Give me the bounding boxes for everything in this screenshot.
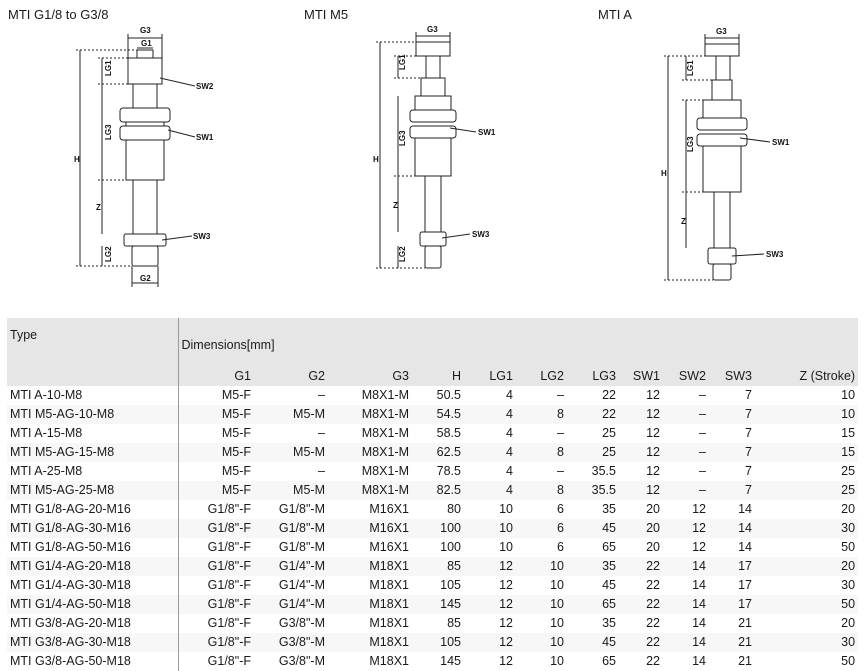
dimension-cell: 14 [738,502,752,516]
svg-text:H: H [373,155,379,164]
type-column-spacer [7,366,178,386]
figure-title-m5: MTI M5 [304,7,349,22]
type-cell: MTI G1/8-AG-50-M16 [10,540,131,554]
figure-title-g: MTI G1/8 to G3/8 [8,7,109,22]
svg-text:SW1: SW1 [772,138,790,147]
dimension-cell: 14 [663,595,709,614]
dimension-cell: – [699,388,706,402]
svg-text:G1: G1 [141,39,152,48]
dimension-cell: – [318,388,325,402]
svg-text:G2: G2 [140,274,151,283]
dimension-cell: M8X1-M [328,405,412,424]
svg-text:H: H [661,169,667,178]
column-header: G2 [254,366,328,386]
dimension-cell: G1/8"-F [178,595,254,614]
table-row [7,633,858,652]
dimension-cell: G1/8"-F [178,557,254,576]
dimension-cell: 58.5 [436,426,461,440]
dimension-cell: 4 [464,481,516,500]
dimensions-table-wrap [7,318,858,671]
dimension-cell: 12 [692,540,706,554]
dimension-cell: 17 [738,578,752,592]
dimension-cell: 21 [738,654,752,668]
dimension-cell: 12 [464,557,516,576]
dimension-cell: 100 [412,519,464,538]
svg-text:SW1: SW1 [196,133,214,142]
dimension-cell: 25 [755,481,858,500]
table-row [7,405,858,424]
dimension-cell: – [663,405,709,424]
dimension-cell: 8 [516,443,567,462]
dimension-cell: M18X1 [328,595,412,614]
svg-text:Z: Z [681,217,686,226]
dimension-cell: G1/8"-F [178,500,254,519]
table-row [7,424,858,443]
dimension-cell: G1/4"-M [278,578,325,592]
dimension-cell: 10 [499,502,513,516]
drawing-a-series [661,27,790,280]
column-header: G3 [328,366,412,386]
dimension-cell: 10 [516,633,567,652]
dimension-cell: 50 [841,540,856,554]
dimension-cell: M5-M [254,443,328,462]
figure-title-a: MTI A [598,7,632,22]
table-row [7,481,858,500]
dimension-cell: 45 [567,633,619,652]
dimension-cell: – [663,481,709,500]
dimension-cell: 25 [567,443,619,462]
dimension-cell: 7 [709,405,755,424]
table-row [7,595,858,614]
dimension-cell: 54.5 [412,405,464,424]
svg-text:H: H [74,155,80,164]
type-cell: MTI A-10-M8 [10,388,83,402]
dimension-cell: M5-F [178,443,254,462]
dimension-cell: M18X1 [328,557,412,576]
column-header: SW1 [619,366,663,386]
column-header: LG2 [516,366,567,386]
svg-text:LG3: LG3 [686,136,695,152]
dimension-cell: G1/8"-F [178,652,254,671]
svg-text:SW3: SW3 [472,230,490,239]
dimension-cell: 21 [738,616,752,630]
dimension-cell: 14 [663,633,709,652]
dimension-cell: M18X1 [369,616,409,630]
dimension-cell: 4 [464,443,516,462]
column-header: G1 [178,366,254,386]
svg-text:LG1: LG1 [686,60,695,76]
dimension-cell: G3/8"-M [254,633,328,652]
table-row [7,538,858,557]
svg-text:SW1: SW1 [478,128,496,137]
dimension-cell: 6 [557,540,564,554]
dimension-cell: 35.5 [567,481,619,500]
dimension-cell: 12 [499,654,513,668]
svg-text:LG1: LG1 [398,54,407,70]
dimension-cell: G1/8"-M [254,519,328,538]
dimension-cell: 105 [440,578,461,592]
dimension-cell: 20 [841,502,856,516]
dimension-cell: 7 [745,388,752,402]
dimension-cell: – [318,426,325,440]
table-row [7,462,858,481]
dimension-cell: G1/8"-M [278,540,325,554]
dimension-cell: 20 [841,616,856,630]
dimensions-header: Dimensions[mm] [178,318,858,366]
type-cell: MTI G3/8-AG-20-M18 [10,616,131,630]
type-cell: MTI G3/8-AG-30-M18 [7,633,178,652]
table-row [7,576,858,595]
drawing-g-series [74,26,214,287]
dimension-cell: – [699,464,706,478]
dimension-cell: 10 [516,557,567,576]
dimension-cell: 22 [646,654,660,668]
dimension-cell: G1/4"-M [254,595,328,614]
dimension-cell: M8X1-M [361,464,409,478]
type-cell: MTI G1/8-AG-20-M16 [10,502,131,516]
dimension-cell: 35 [602,502,616,516]
dimension-cell: G1/8"-F [178,519,254,538]
table-row [7,519,858,538]
table-row [7,557,858,576]
dimension-cell: M8X1-M [328,481,412,500]
dimension-cell: M8X1-M [328,443,412,462]
dimension-cell: 12 [499,578,513,592]
dimension-cell: 14 [663,557,709,576]
dimension-cell: 14 [709,519,755,538]
dimension-cell: 50.5 [436,388,461,402]
dimension-cell: 30 [755,519,858,538]
dimension-cell: 7 [709,481,755,500]
type-cell: MTI G3/8-AG-50-M18 [10,654,131,668]
column-header: LG1 [464,366,516,386]
dimension-cell: – [318,464,325,478]
dimension-cell: 7 [709,443,755,462]
type-cell: MTI G1/4-AG-20-M18 [7,557,178,576]
dimension-cell: M18X1 [328,633,412,652]
dimension-cell: 17 [709,595,755,614]
dimension-cell: 6 [516,519,567,538]
table-row [7,386,858,405]
dimension-cell: M5-F [178,424,254,443]
dimension-cell: 35 [567,557,619,576]
dimension-cell: 50 [755,595,858,614]
dimension-cell: 14 [692,616,706,630]
dimension-cell: 22 [619,595,663,614]
dimension-cell: G3/8"-M [278,654,325,668]
dimension-cell: G1/8"-M [278,502,325,516]
dimension-cell: 10 [755,405,858,424]
dimension-cell: – [663,443,709,462]
dimension-cell: 22 [567,405,619,424]
column-header: SW2 [663,366,709,386]
dimension-cell: 10 [550,616,564,630]
type-cell: MTI G1/4-AG-30-M18 [10,578,131,592]
dimension-cell: 14 [738,540,752,554]
dimension-cell: M8X1-M [361,388,409,402]
type-cell: MTI A-15-M8 [10,426,83,440]
column-header: Z (Stroke) [755,366,858,386]
svg-text:G3: G3 [716,27,727,36]
column-header: H [412,366,464,386]
dimension-cell: 80 [447,502,461,516]
dimension-cell: 10 [464,519,516,538]
dimension-cell: 10 [516,595,567,614]
dimension-cell: 45 [567,519,619,538]
dimension-cell: 12 [646,426,660,440]
dimension-cell: 82.5 [412,481,464,500]
dimension-cell: 20 [755,557,858,576]
dimension-cell: G1/8"-F [178,614,254,633]
dimension-cell: 15 [841,426,856,440]
drawing-m5-series [373,25,496,268]
svg-text:SW3: SW3 [193,232,211,241]
dimension-cell: M18X1 [369,578,409,592]
svg-text:LG2: LG2 [104,246,113,262]
svg-text:G3: G3 [140,26,151,35]
dimension-cell: M5-F [178,481,254,500]
type-header: Type [7,318,178,366]
dimension-cell: 15 [755,443,858,462]
dimension-cell: 4 [506,426,513,440]
svg-text:Z: Z [393,201,398,210]
dimension-cell: 22 [602,388,616,402]
dimension-cell: 10 [550,654,564,668]
dimension-cell: M5-F [178,462,254,481]
dimension-cell: G1/8"-F [178,538,254,557]
dimension-cell: 22 [619,557,663,576]
dimension-cell: – [699,426,706,440]
dimensions-table [7,318,858,671]
dimension-cell: 10 [499,540,513,554]
dimension-cell: 20 [646,540,660,554]
dimension-cell: 4 [506,388,513,402]
dimension-cell: M16X1 [369,540,409,554]
dimension-cell: 22 [646,578,660,592]
dimension-cell: 21 [709,633,755,652]
dimension-cell: 8 [516,481,567,500]
technical-drawings [0,20,866,310]
type-cell: MTI G1/8-AG-30-M16 [7,519,178,538]
dimension-cell: M8X1-M [361,426,409,440]
dimension-cell: 12 [646,464,660,478]
dimension-cell: 17 [709,557,755,576]
svg-text:SW2: SW2 [196,82,214,91]
dimension-cell: 7 [745,426,752,440]
svg-text:SW3: SW3 [766,250,784,259]
dimension-cell: 105 [412,633,464,652]
dimension-cell: 8 [516,405,567,424]
dimension-cell: 6 [557,502,564,516]
svg-text:LG1: LG1 [104,60,113,76]
dimension-cell: 35.5 [591,464,616,478]
dimension-cell: M5-F [178,386,254,405]
dimension-cell: 12 [619,405,663,424]
svg-text:Z: Z [96,203,101,212]
dimension-cell: G1/8"-F [178,576,254,595]
dimension-cell: M16X1 [369,502,409,516]
dimension-cell: 12 [663,519,709,538]
dimension-cell: G3/8"-M [278,616,325,630]
dimension-cell: 30 [755,633,858,652]
dimension-cell: 35 [602,616,616,630]
dimension-cell: 12 [619,481,663,500]
dimension-cell: 145 [440,654,461,668]
dimension-cell: G1/4"-M [254,557,328,576]
dimension-cell: 7 [745,464,752,478]
dimension-cell: 45 [602,578,616,592]
dimension-cell: 4 [464,405,516,424]
dimension-cell: 62.5 [412,443,464,462]
dimension-cell: G1/8"-F [178,633,254,652]
dimension-cell: 14 [692,578,706,592]
table-row [7,443,858,462]
table-row [7,614,858,633]
dimension-cell: 50 [841,654,856,668]
type-cell: MTI M5-AG-15-M8 [7,443,178,462]
dimension-cell: 12 [499,616,513,630]
type-cell: MTI M5-AG-10-M8 [7,405,178,424]
dimension-cell: 65 [567,595,619,614]
table-row [7,652,858,671]
dimension-cell: 65 [602,654,616,668]
dimension-cell: 25 [841,464,856,478]
dimension-cell: 10 [550,578,564,592]
dimension-cell: 78.5 [436,464,461,478]
dimension-cell: 14 [692,654,706,668]
dimension-cell: M16X1 [328,519,412,538]
dimension-cell: 12 [464,595,516,614]
dimension-cell: 65 [602,540,616,554]
dimension-cell: 20 [646,502,660,516]
dimension-cell: 22 [619,633,663,652]
dimension-cell: 4 [506,464,513,478]
dimension-cell: 145 [412,595,464,614]
dimension-cell: M5-F [178,405,254,424]
type-cell: MTI M5-AG-25-M8 [7,481,178,500]
dimension-cell: 12 [692,502,706,516]
svg-text:LG3: LG3 [104,124,113,140]
dimension-cell: 25 [602,426,616,440]
dimension-cell: 12 [464,633,516,652]
svg-text:G3: G3 [427,25,438,34]
svg-text:LG3: LG3 [398,130,407,146]
type-cell: MTI A-25-M8 [10,464,83,478]
column-header: LG3 [567,366,619,386]
table-row [7,500,858,519]
type-cell: MTI G1/4-AG-50-M18 [7,595,178,614]
dimension-cell: 30 [841,578,856,592]
dimension-cell: 20 [619,519,663,538]
dimension-cell: – [557,388,564,402]
dimension-cell: – [557,464,564,478]
dimension-cell: 22 [646,616,660,630]
dimension-cell: 10 [841,388,856,402]
dimension-cell: 100 [440,540,461,554]
dimension-cell: 85 [412,557,464,576]
dimension-cell: 12 [619,443,663,462]
dimension-cell: 85 [447,616,461,630]
dimension-cell: M18X1 [369,654,409,668]
dimension-cell: M5-M [254,481,328,500]
dimension-cell: – [557,426,564,440]
svg-text:LG2: LG2 [398,246,407,262]
dimension-cell: M5-M [254,405,328,424]
column-header: SW3 [709,366,755,386]
dimension-cell: 12 [646,388,660,402]
